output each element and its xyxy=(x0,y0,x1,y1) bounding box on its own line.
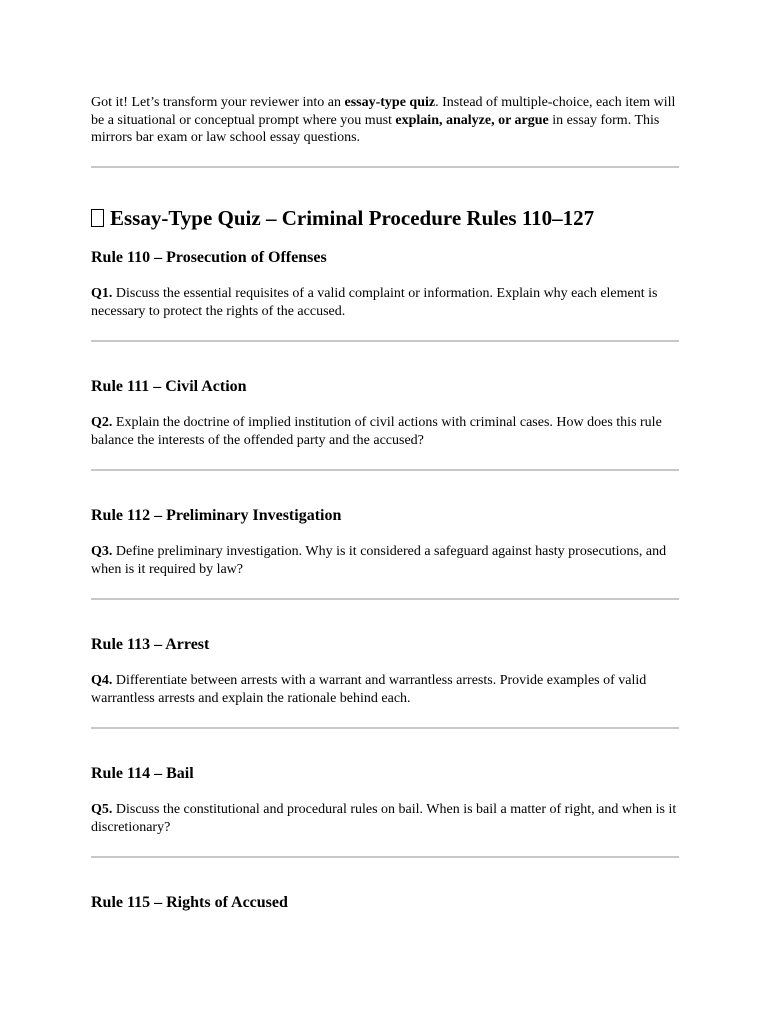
divider xyxy=(91,598,679,600)
question-label: Q2. xyxy=(91,414,113,430)
intro-text-after: in essay form. This mirrors bar exam or law school essay questions. xyxy=(91,112,660,145)
intro-bold-explain-analyze-argue: explain, analyze, or argue xyxy=(395,112,549,128)
question-q4 xyxy=(91,672,679,708)
section-heading-rule-112: Rule 112 – Preliminary Investigation xyxy=(91,506,342,524)
question-text: Differentiate between arrests with a warrant and warrantless arrests. Provide examples of valid warrantless arrests and explain the rationale behind each. xyxy=(91,672,647,706)
divider xyxy=(91,856,679,858)
question-label: Q1. xyxy=(91,285,113,301)
divider xyxy=(91,469,679,471)
intro-text-before: Got it! Let’s transform your reviewer into an xyxy=(91,95,345,110)
divider xyxy=(91,166,679,168)
section-heading-rule-111: Rule 111 – Civil Action xyxy=(91,377,247,395)
intro-text-middle: . Instead of multiple-choice, each item will be a situational or conceptual prompt where you must xyxy=(91,95,676,128)
quiz-title xyxy=(91,205,679,231)
quiz-title-text: Essay-Type Quiz – Criminal Procedure Rules 110–127 xyxy=(110,205,595,230)
missing-glyph-icon xyxy=(91,209,104,227)
question-q1 xyxy=(91,285,679,321)
question-text: Define preliminary investigation. Why is it considered a safeguard against hasty prosecutions, and when is it required by law? xyxy=(91,543,667,577)
document-page xyxy=(91,94,679,913)
question-label: Q5. xyxy=(91,801,113,817)
question-label: Q3. xyxy=(91,543,113,559)
question-q2 xyxy=(91,414,679,450)
section-heading-rule-114: Rule 114 – Bail xyxy=(91,764,194,782)
intro-paragraph xyxy=(91,94,679,147)
intro-bold-essay-type-quiz: essay-type quiz xyxy=(344,95,436,110)
section-heading-rule-115: Rule 115 – Rights of Accused xyxy=(91,893,288,911)
question-label: Q4. xyxy=(91,672,113,688)
section-heading-rule-110: Rule 110 – Prosecution of Offenses xyxy=(91,248,327,266)
divider xyxy=(91,340,679,342)
question-q5 xyxy=(91,801,679,837)
question-text: Discuss the constitutional and procedural rules on bail. When is bail a matter of right, and when is it discretionary? xyxy=(91,801,677,835)
section-heading-rule-113: Rule 113 – Arrest xyxy=(91,635,210,653)
question-q3 xyxy=(91,543,679,579)
divider xyxy=(91,727,679,729)
question-text: Explain the doctrine of implied institution of civil actions with criminal cases. How does this rule balance the interests of the offended party and the accused? xyxy=(91,414,662,448)
question-text: Discuss the essential requisites of a valid complaint or information. Explain why each element is necessary to protect the rights of the accused. xyxy=(91,285,658,319)
